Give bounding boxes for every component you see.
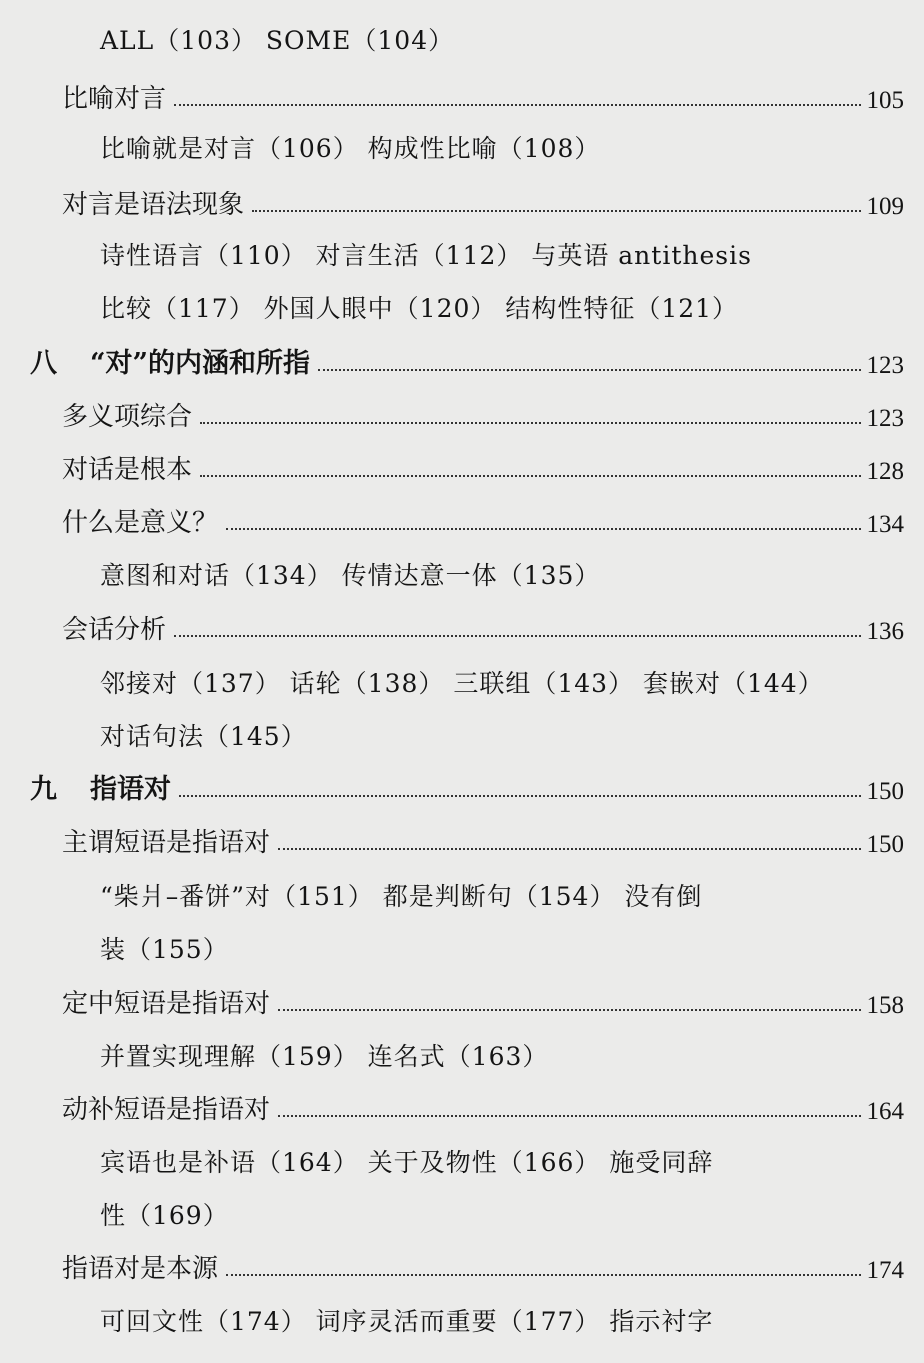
toc-subentry-text: 意图和对话（134） 传情达意一体（135） <box>100 561 601 590</box>
dot-leader <box>226 528 860 530</box>
toc-section-title: 动补短语是指语对 <box>62 1095 271 1125</box>
toc-section[interactable] <box>0 1245 924 1285</box>
chapter-number: 八 <box>30 348 57 379</box>
toc-subentry-text: 装（155） <box>100 935 229 964</box>
toc-page-number: 105 <box>866 87 904 114</box>
toc-section-title: 指语对是本源 <box>62 1254 219 1284</box>
dot-leader <box>318 369 860 371</box>
dot-leader <box>200 422 860 424</box>
toc-section-title: 多义项综合 <box>62 402 193 432</box>
toc-subentry-text: 可回文性（174） 词序灵活而重要（177） 指示衬字 <box>100 1307 714 1336</box>
toc-page-number: 150 <box>866 778 904 805</box>
toc-subentry-text: 诗性语言（110） 对言生活（112） 与英语 antithesis <box>100 241 752 270</box>
toc-subentries <box>0 1139 924 1179</box>
toc-subentries <box>0 660 924 700</box>
toc-subentries <box>0 1192 924 1232</box>
toc-page-number: 123 <box>866 352 904 379</box>
toc-subentries <box>0 125 924 165</box>
toc-subentry-text: 对话句法（145） <box>100 722 307 751</box>
dot-leader <box>226 1274 860 1276</box>
toc-subentries <box>0 1298 924 1338</box>
chapter-title-text: “对”的内涵和所指 <box>90 348 311 379</box>
toc-subentries <box>0 873 924 913</box>
toc-chapter[interactable] <box>0 340 924 380</box>
toc-section-title: 什么是意义？ <box>62 508 219 538</box>
toc-section[interactable] <box>0 181 924 221</box>
toc-section[interactable] <box>0 980 924 1020</box>
toc-subentries <box>0 17 924 57</box>
toc-subentry-text: “柴爿–番饼”对（151） 都是判断句（154） 没有倒 <box>100 882 703 911</box>
toc-subentries <box>0 713 924 753</box>
toc-section-title: 定中短语是指语对 <box>62 989 271 1019</box>
toc-section-title: 比喻对言 <box>62 84 167 114</box>
toc-page-number: 128 <box>866 458 904 485</box>
toc-subentry-text: 宾语也是补语（164） 关于及物性（166） 施受同辞 <box>100 1148 714 1177</box>
toc-page-number: 164 <box>866 1098 904 1125</box>
dot-leader <box>200 475 860 477</box>
toc-section-title: 对话是根本 <box>62 455 193 485</box>
dot-leader <box>174 104 860 106</box>
toc-page-number: 174 <box>866 1257 904 1284</box>
toc-subentry-text: ALL（103） SOME（104） <box>100 26 455 55</box>
toc-section[interactable] <box>0 819 924 859</box>
toc-section[interactable] <box>0 446 924 486</box>
toc-section-title: 对言是语法现象 <box>62 190 245 220</box>
toc-section-title: 会话分析 <box>62 615 167 645</box>
toc-section[interactable] <box>0 1086 924 1126</box>
toc-section[interactable] <box>0 499 924 539</box>
toc-page-number: 136 <box>866 618 904 645</box>
dot-leader <box>278 1115 860 1117</box>
dot-leader <box>278 1009 860 1011</box>
toc-subentries <box>0 285 924 325</box>
toc-subentries <box>0 552 924 592</box>
chapter-number: 九 <box>30 774 57 805</box>
dot-leader <box>179 795 861 797</box>
toc-section[interactable] <box>0 75 924 115</box>
toc-subentry-text: 并置实现理解（159） 连名式（163） <box>100 1042 549 1071</box>
toc-subentries <box>0 232 924 272</box>
toc-subentry-text: 比喻就是对言（106） 构成性比喻（108） <box>100 134 601 163</box>
toc-page-number: 109 <box>866 193 904 220</box>
toc-section-title: 主谓短语是指语对 <box>62 828 271 858</box>
chapter-title-text: 指语对 <box>90 774 171 805</box>
toc-subentries <box>0 926 924 966</box>
toc-chapter-title <box>30 341 310 380</box>
toc-page-number: 134 <box>866 511 904 538</box>
toc-page-number: 158 <box>866 992 904 1019</box>
toc-subentry-text: 比较（117） 外国人眼中（120） 结构性特征（121） <box>100 294 739 323</box>
toc-chapter[interactable] <box>0 766 924 806</box>
toc-section[interactable] <box>0 393 924 433</box>
dot-leader <box>278 848 860 850</box>
toc-subentry-text: 性（169） <box>100 1201 229 1230</box>
dot-leader <box>252 210 860 212</box>
toc-page-number: 150 <box>866 831 904 858</box>
dot-leader <box>174 635 860 637</box>
toc-subentry-text: 邻接对（137） 话轮（138） 三联组（143） 套嵌对（144） <box>100 669 824 698</box>
toc-page-number: 123 <box>866 405 904 432</box>
toc-chapter-title <box>30 767 171 806</box>
toc-section[interactable] <box>0 606 924 646</box>
toc-subentries <box>0 1033 924 1073</box>
